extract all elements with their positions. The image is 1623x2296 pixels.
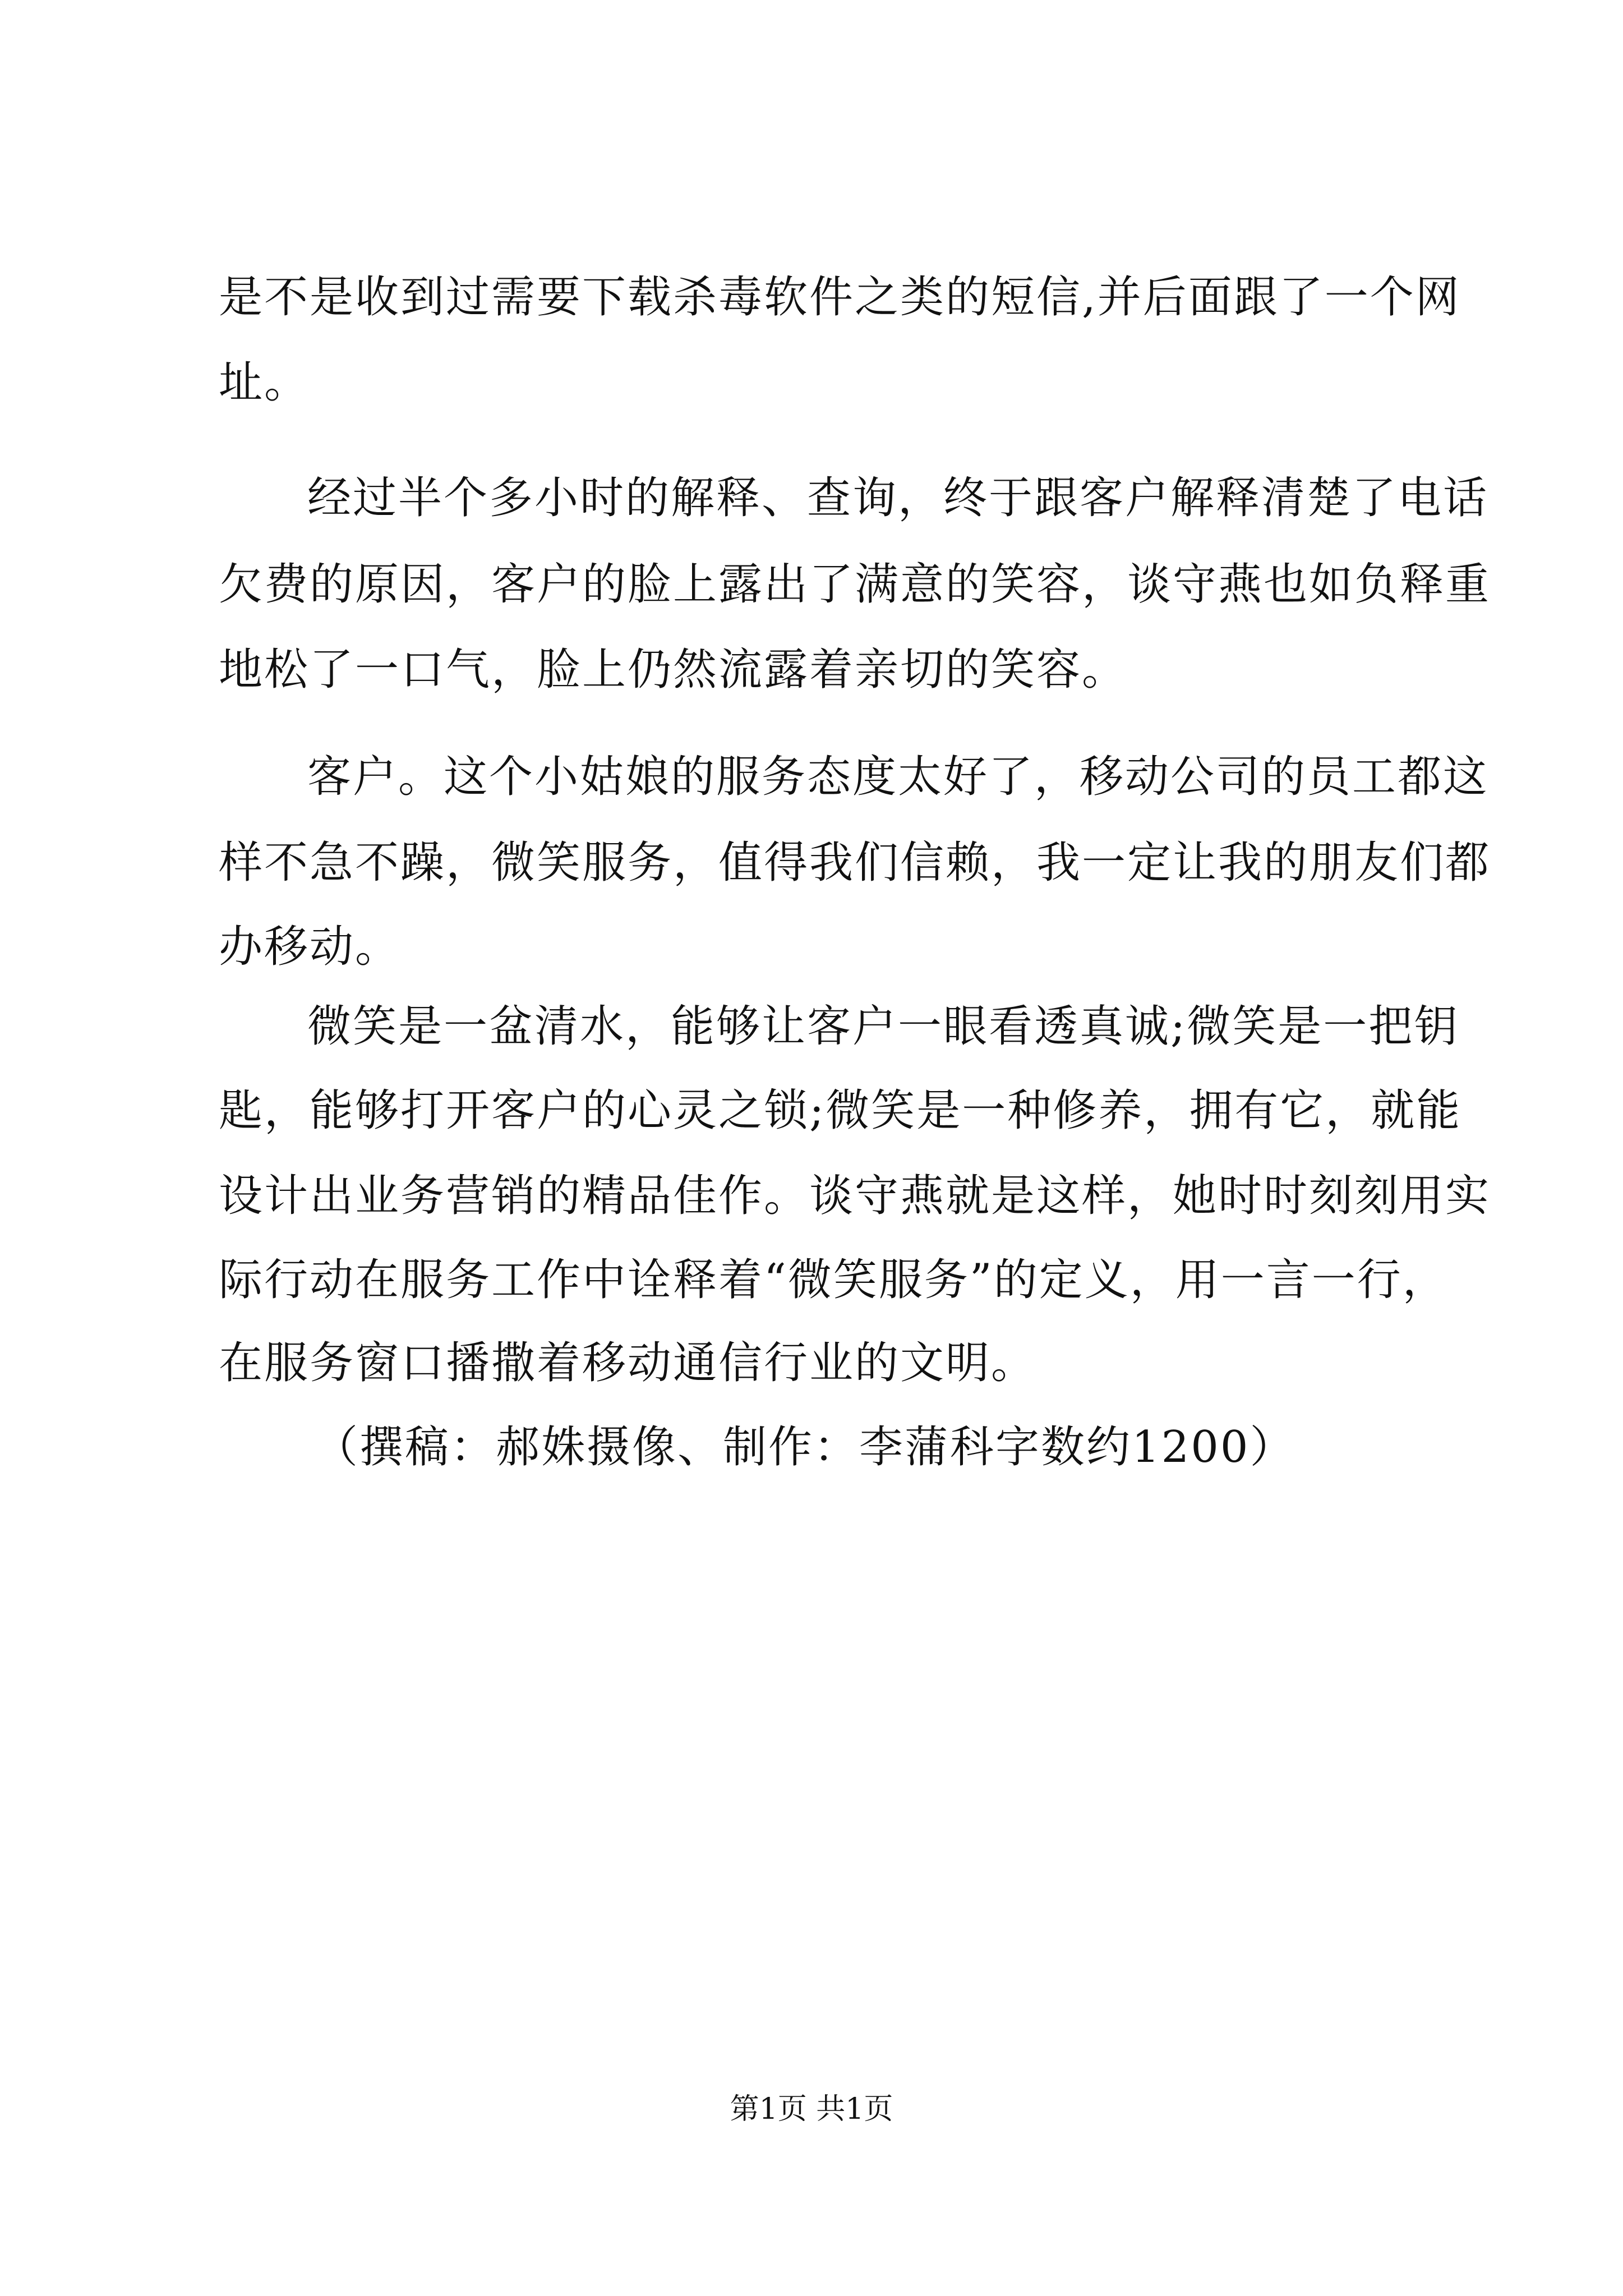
credit-line: （撰稿：郝姝摄像、制作：李蒲科字数约1200） (314, 1422, 1295, 1473)
body-line: 办移动。 (219, 922, 401, 972)
body-line: 客户。这个小姑娘的服务态度太好了，移动公司的员工都这 (307, 752, 1489, 802)
body-line: 址。 (219, 357, 310, 408)
page-number-footer: 第1页 共1页 (730, 2092, 893, 2126)
body-line: 经过半个多小时的解释、查询，终于跟客户解释清楚了电话 (307, 473, 1489, 523)
body-line: 在服务窗口播撒着移动通信行业的文明。 (219, 1338, 1037, 1388)
body-line: 微笑是一盆清水，能够让客户一眼看透真诚;微笑是一把钥 (307, 1001, 1460, 1052)
body-line: 际行动在服务工作中诠释着“微笑服务”的定义，用一言一行， (219, 1255, 1448, 1305)
body-line: 地松了一口气，脸上仍然流露着亲切的笑容。 (219, 645, 1128, 695)
body-line: 匙，能够打开客户的心灵之锁;微笑是一种修养，拥有它，就能 (219, 1085, 1462, 1136)
body-line: 样不急不躁，微笑服务，值得我们信赖，我一定让我的朋友们都 (219, 838, 1491, 888)
body-line: 是不是收到过需要下载杀毒软件之类的短信,并后面跟了一个网 (219, 272, 1461, 323)
body-line: 欠费的原因，客户的脸上露出了满意的笑容，谈守燕也如负释重 (219, 559, 1491, 610)
body-line: 设计出业务营销的精品佳作。谈守燕就是这样，她时时刻刻用实 (219, 1171, 1491, 1221)
